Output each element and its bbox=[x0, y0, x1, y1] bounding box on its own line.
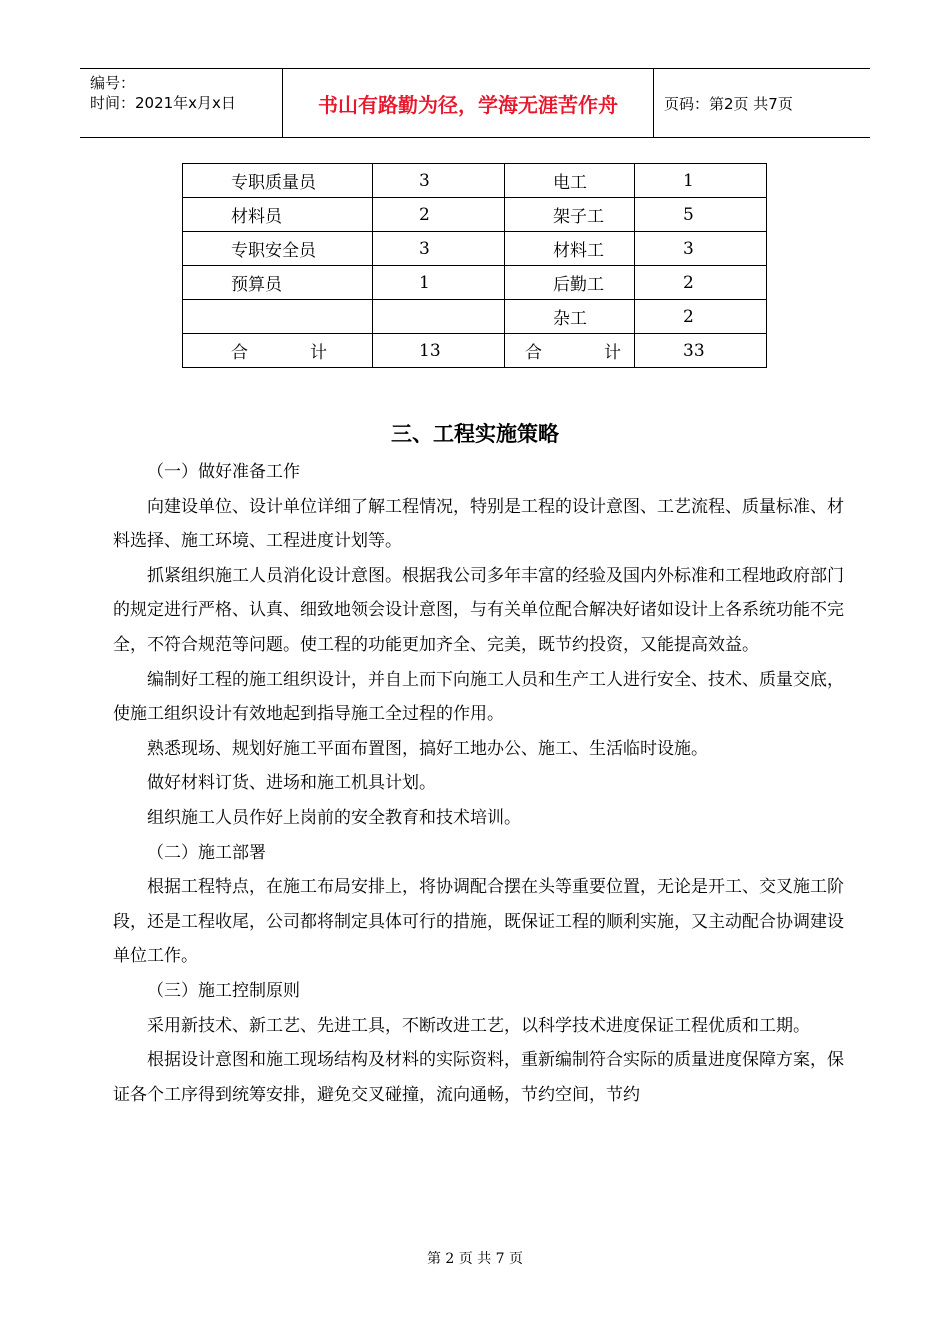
subheading: （一）做好准备工作 bbox=[147, 462, 300, 482]
section-title: 三、工程实施策略 bbox=[391, 422, 559, 446]
total-label-char: 合 bbox=[231, 343, 248, 363]
total-label-right bbox=[505, 334, 635, 368]
document-time-label: 时间：2021年x月x日 bbox=[90, 94, 236, 112]
table-cell: 材料员 bbox=[183, 198, 373, 232]
table-cell: 1 bbox=[635, 164, 767, 198]
document-number-label: 编号： bbox=[90, 74, 136, 92]
subheading: （三）施工控制原则 bbox=[147, 980, 300, 1001]
table-cell: 2 bbox=[635, 266, 767, 300]
page-header bbox=[80, 68, 870, 138]
staff-table bbox=[182, 163, 767, 368]
header-motto: 书山有路勤为径，学海无涯苦作舟 bbox=[283, 69, 654, 137]
table-cell: 预算员 bbox=[183, 266, 373, 300]
table-cell: 3 bbox=[635, 232, 767, 266]
section-body bbox=[113, 455, 853, 1112]
paragraph: 抓紧组织施工人员消化设计意图。根据我公司多年丰富的经验及国内外标准和工程地政府部门的规定进行严格、认真、细致地领会设计意图，与有关单位配合解决好诸如设计上各系统功能不完全，不符合规范等问题。使工程的功能更加齐全、完美，既节约投资，又能提高效益。 bbox=[113, 565, 844, 655]
paragraph: 向建设单位、设计单位详细了解工程情况，特别是工程的设计意图、工艺流程、质量标准、材料选择、施工环境、工程进度计划等。 bbox=[113, 496, 844, 552]
total-value-right: 33 bbox=[635, 334, 767, 368]
table-row bbox=[183, 198, 767, 232]
table-cell: 电工 bbox=[505, 164, 635, 198]
table-cell: 材料工 bbox=[505, 232, 635, 266]
table-cell: 5 bbox=[635, 198, 767, 232]
table-cell: 杂工 bbox=[505, 300, 635, 334]
paragraph: 做好材料订货、进场和施工机具计划。 bbox=[147, 773, 436, 794]
table-cell: 专职安全员 bbox=[183, 232, 373, 266]
total-value-left: 13 bbox=[373, 334, 505, 368]
table-cell: 2 bbox=[373, 198, 505, 232]
total-label-left bbox=[183, 334, 373, 368]
table-row bbox=[183, 232, 767, 266]
total-label-char: 计 bbox=[604, 343, 621, 363]
table-cell bbox=[373, 300, 505, 334]
table-row bbox=[183, 266, 767, 300]
paragraph: 编制好工程的施工组织设计，并自上而下向施工人员和生产工人进行安全、技术、质量交底，使施工组织设计有效地起到指导施工全过程的作用。 bbox=[113, 669, 844, 725]
paragraph: 根据设计意图和施工现场结构及材料的实际资料，重新编制符合实际的质量进度保障方案，保证各个工序得到统筹安排，避免交叉碰撞，流向通畅，节约空间，节约 bbox=[113, 1050, 844, 1105]
header-meta bbox=[80, 69, 283, 137]
total-label-left-text bbox=[231, 338, 327, 363]
table-cell: 架子工 bbox=[505, 198, 635, 232]
table-row bbox=[183, 164, 767, 198]
header-page-info: 页码：第2页 共7页 bbox=[664, 94, 793, 113]
paragraph: 根据工程特点，在施工布局安排上，将协调配合摆在头等重要位置，无论是开工、交叉施工阶段，还是工程收尾，公司都将制定具体可行的措施，既保证工程的顺利实施，又主动配合协调建设单位工作。 bbox=[113, 877, 844, 967]
table-row bbox=[183, 300, 767, 334]
table-cell: 1 bbox=[373, 266, 505, 300]
table-cell: 3 bbox=[373, 232, 505, 266]
total-label-right-text bbox=[525, 338, 621, 363]
table-cell: 3 bbox=[373, 164, 505, 198]
total-label-char: 合 bbox=[525, 343, 542, 363]
paragraph: 组织施工人员作好上岗前的安全教育和技术培训。 bbox=[147, 807, 521, 828]
paragraph: 采用新技术、新工艺、先进工具，不断改进工艺，以科学技术进度保证工程优质和工期。 bbox=[147, 1015, 810, 1036]
page-footer: 第 2 页 共 7 页 bbox=[426, 1251, 524, 1267]
table-cell: 2 bbox=[635, 300, 767, 334]
table-cell bbox=[183, 300, 373, 334]
table-total-row bbox=[183, 334, 767, 368]
subheading: （二）施工部署 bbox=[147, 842, 266, 863]
paragraph: 熟悉现场、规划好施工平面布置图，搞好工地办公、施工、生活临时设施。 bbox=[147, 738, 708, 759]
table-cell: 后勤工 bbox=[505, 266, 635, 300]
total-label-char: 计 bbox=[310, 343, 327, 363]
table-cell: 专职质量员 bbox=[183, 164, 373, 198]
